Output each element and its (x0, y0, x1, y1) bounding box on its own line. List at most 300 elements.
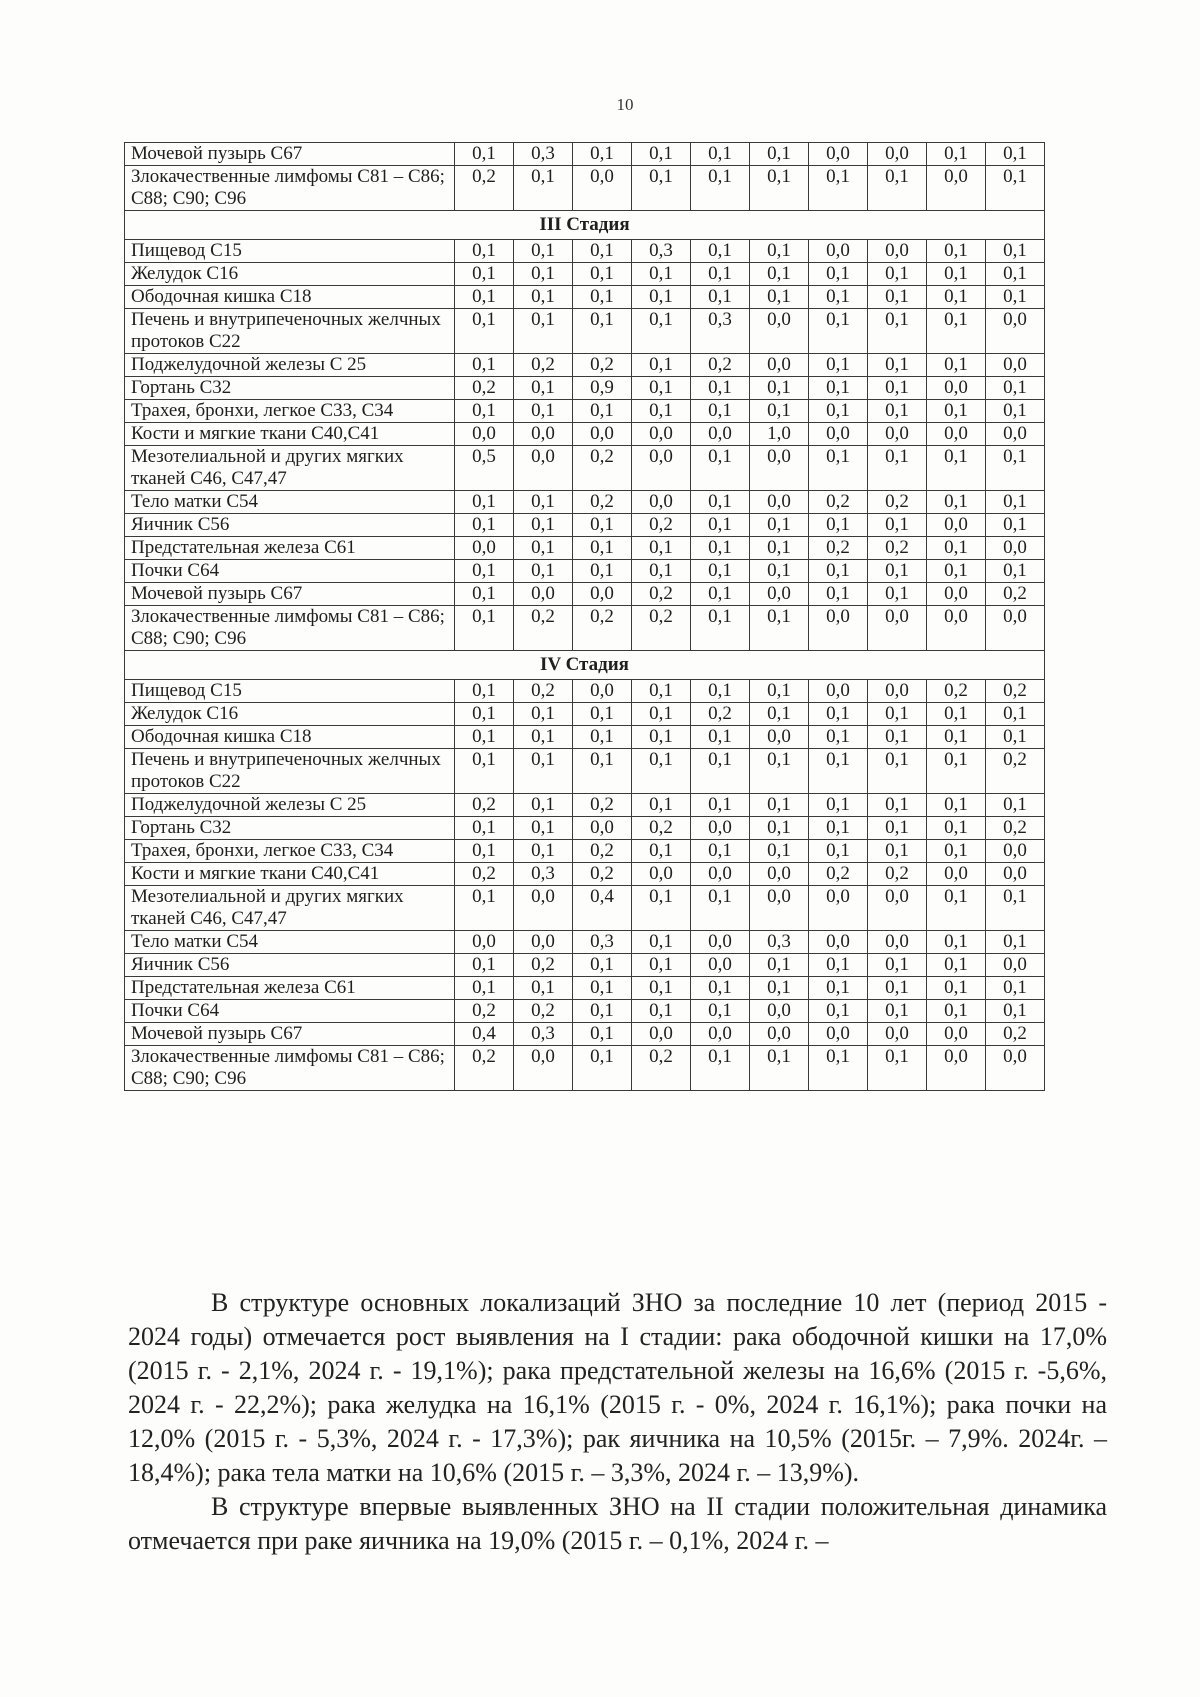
value-cell: 0,3 (514, 863, 573, 886)
value-cell: 0,1 (809, 749, 868, 794)
table-row (125, 583, 1045, 606)
value-cell: 0,1 (514, 491, 573, 514)
stage-title: IV Стадия (125, 651, 1045, 680)
value-cell: 0,1 (809, 514, 868, 537)
value-cell: 0,0 (750, 1023, 809, 1046)
value-cell: 0,1 (750, 560, 809, 583)
value-cell: 0,2 (455, 1046, 514, 1091)
localization-name: Поджелудочной железы С 25 (125, 354, 455, 377)
table-row (125, 1023, 1045, 1046)
localization-name: Почки С64 (125, 1000, 455, 1023)
value-cell: 0,1 (573, 726, 632, 749)
localization-name: Мочевой пузырь С67 (125, 583, 455, 606)
value-cell: 0,1 (632, 977, 691, 1000)
value-cell: 0,1 (691, 286, 750, 309)
value-cell: 0,9 (573, 377, 632, 400)
value-cell: 0,1 (691, 537, 750, 560)
value-cell: 0,0 (868, 143, 927, 166)
value-cell: 0,1 (868, 166, 927, 211)
value-cell: 0,1 (750, 377, 809, 400)
value-cell: 0,1 (455, 491, 514, 514)
value-cell: 0,1 (691, 514, 750, 537)
value-cell: 0,1 (691, 491, 750, 514)
value-cell: 0,1 (632, 680, 691, 703)
table-row (125, 423, 1045, 446)
value-cell: 0,1 (691, 560, 750, 583)
value-cell: 0,0 (691, 863, 750, 886)
value-cell: 0,1 (868, 749, 927, 794)
value-cell: 0,2 (573, 794, 632, 817)
value-cell: 0,1 (750, 840, 809, 863)
value-cell: 0,1 (750, 794, 809, 817)
table-row (125, 354, 1045, 377)
value-cell: 0,1 (927, 931, 986, 954)
table-row (125, 749, 1045, 794)
table-row (125, 931, 1045, 954)
value-cell: 0,2 (455, 863, 514, 886)
value-cell: 0,1 (573, 537, 632, 560)
value-cell: 0,3 (632, 240, 691, 263)
value-cell: 0,1 (986, 514, 1045, 537)
value-cell: 0,1 (691, 377, 750, 400)
value-cell: 0,1 (750, 143, 809, 166)
value-cell: 0,2 (809, 537, 868, 560)
table-row (125, 446, 1045, 491)
value-cell: 0,1 (455, 240, 514, 263)
value-cell: 0,1 (750, 606, 809, 651)
value-cell: 0,1 (514, 703, 573, 726)
value-cell: 0,1 (927, 1000, 986, 1023)
table-row (125, 377, 1045, 400)
value-cell: 0,2 (986, 583, 1045, 606)
value-cell: 0,1 (809, 377, 868, 400)
localization-name: Трахея, бронхи, легкое С33, С34 (125, 840, 455, 863)
value-cell: 0,1 (455, 286, 514, 309)
value-cell: 0,1 (927, 749, 986, 794)
value-cell: 0,1 (514, 726, 573, 749)
value-cell: 0,1 (927, 263, 986, 286)
value-cell: 0,1 (514, 749, 573, 794)
value-cell: 0,1 (750, 703, 809, 726)
value-cell: 0,0 (750, 583, 809, 606)
value-cell: 0,1 (632, 354, 691, 377)
paragraph: В структуре впервые выявленных ЗНО на II стадии положительная динамика отмечается при раке яичника на 19,0% (2015 г. – 0,1%, 2024 г. – (128, 1492, 1107, 1555)
value-cell: 0,1 (514, 263, 573, 286)
value-cell: 1,0 (750, 423, 809, 446)
table-row (125, 263, 1045, 286)
localization-name: Желудок С16 (125, 263, 455, 286)
value-cell: 0,0 (691, 954, 750, 977)
value-cell: 0,0 (514, 1046, 573, 1091)
value-cell: 0,1 (868, 377, 927, 400)
value-cell: 0,1 (868, 977, 927, 1000)
value-cell: 0,0 (927, 1023, 986, 1046)
value-cell: 0,2 (573, 354, 632, 377)
value-cell: 0,0 (927, 423, 986, 446)
value-cell: 0,1 (691, 240, 750, 263)
value-cell: 0,1 (455, 143, 514, 166)
value-cell: 0,1 (514, 840, 573, 863)
value-cell: 0,2 (573, 840, 632, 863)
value-cell: 0,2 (986, 1023, 1045, 1046)
table-row (125, 240, 1045, 263)
value-cell: 0,1 (691, 143, 750, 166)
value-cell: 0,0 (632, 446, 691, 491)
value-cell: 0,1 (986, 977, 1045, 1000)
value-cell: 0,1 (750, 680, 809, 703)
value-cell: 0,1 (455, 680, 514, 703)
value-cell: 0,1 (455, 817, 514, 840)
value-cell: 0,1 (691, 680, 750, 703)
value-cell: 0,1 (809, 400, 868, 423)
localization-name: Злокачественные лимфомы С81 – С86; С88; С90; С96 (125, 166, 455, 211)
table-row (125, 560, 1045, 583)
value-cell: 0,0 (927, 377, 986, 400)
value-cell: 0,1 (986, 377, 1045, 400)
value-cell: 0,1 (927, 143, 986, 166)
localization-name: Гортань С32 (125, 377, 455, 400)
value-cell: 0,0 (868, 680, 927, 703)
localization-name: Мочевой пузырь С67 (125, 143, 455, 166)
value-cell: 0,1 (868, 840, 927, 863)
stage-title: III Стадия (125, 211, 1045, 240)
value-cell: 0,1 (573, 143, 632, 166)
value-cell: 0,1 (927, 537, 986, 560)
table-row (125, 977, 1045, 1000)
value-cell: 0,1 (691, 166, 750, 211)
value-cell: 0,1 (927, 726, 986, 749)
value-cell: 0,0 (750, 886, 809, 931)
localization-name: Злокачественные лимфомы С81 – С86; С88; С90; С96 (125, 1046, 455, 1091)
value-cell: 0,1 (868, 583, 927, 606)
value-cell: 0,2 (455, 377, 514, 400)
value-cell: 0,1 (455, 354, 514, 377)
value-cell: 0,1 (927, 309, 986, 354)
value-cell: 0,1 (868, 817, 927, 840)
value-cell: 0,3 (691, 309, 750, 354)
value-cell: 0,1 (750, 1046, 809, 1091)
value-cell: 0,1 (573, 309, 632, 354)
value-cell: 0,1 (514, 400, 573, 423)
value-cell: 0,1 (927, 817, 986, 840)
value-cell: 0,0 (514, 886, 573, 931)
value-cell: 0,0 (573, 817, 632, 840)
table-row (125, 1046, 1045, 1091)
value-cell: 0,1 (927, 886, 986, 931)
localization-name: Поджелудочной железы С 25 (125, 794, 455, 817)
value-cell: 0,1 (691, 749, 750, 794)
value-cell: 0,1 (514, 817, 573, 840)
value-cell: 0,1 (455, 954, 514, 977)
value-cell: 0,1 (986, 931, 1045, 954)
value-cell: 0,0 (809, 606, 868, 651)
value-cell: 0,1 (455, 703, 514, 726)
value-cell: 0,4 (455, 1023, 514, 1046)
table-row (125, 286, 1045, 309)
value-cell: 0,1 (514, 286, 573, 309)
value-cell: 0,1 (750, 286, 809, 309)
value-cell: 0,0 (514, 583, 573, 606)
value-cell: 0,0 (927, 514, 986, 537)
value-cell: 0,2 (573, 446, 632, 491)
value-cell: 0,2 (514, 680, 573, 703)
value-cell: 0,0 (986, 309, 1045, 354)
value-cell: 0,2 (573, 863, 632, 886)
value-cell: 0,1 (986, 703, 1045, 726)
value-cell: 0,1 (927, 977, 986, 1000)
value-cell: 0,1 (455, 560, 514, 583)
stage-header-row (125, 211, 1045, 240)
localization-name: Гортань С32 (125, 817, 455, 840)
localization-name: Ободочная кишка С18 (125, 726, 455, 749)
table-row (125, 703, 1045, 726)
value-cell: 0,0 (750, 446, 809, 491)
localization-name: Пищевод С15 (125, 240, 455, 263)
value-cell: 0,2 (573, 606, 632, 651)
value-cell: 0,0 (809, 1023, 868, 1046)
table-row (125, 840, 1045, 863)
value-cell: 0,0 (750, 726, 809, 749)
value-cell: 0,0 (927, 606, 986, 651)
value-cell: 0,2 (632, 514, 691, 537)
value-cell: 0,1 (868, 309, 927, 354)
table-row (125, 537, 1045, 560)
value-cell: 0,3 (573, 931, 632, 954)
value-cell: 0,1 (927, 703, 986, 726)
localization-name: Трахея, бронхи, легкое С33, С34 (125, 400, 455, 423)
localization-name: Тело матки С54 (125, 931, 455, 954)
value-cell: 0,0 (809, 680, 868, 703)
statistics-table (124, 142, 1045, 1091)
table-row (125, 606, 1045, 651)
value-cell: 0,1 (809, 703, 868, 726)
value-cell: 0,2 (573, 491, 632, 514)
value-cell: 0,0 (455, 931, 514, 954)
value-cell: 0,1 (986, 794, 1045, 817)
value-cell: 0,1 (514, 377, 573, 400)
localization-name: Яичник С56 (125, 514, 455, 537)
value-cell: 0,2 (632, 583, 691, 606)
value-cell: 0,1 (514, 537, 573, 560)
localization-name: Мезотелиальной и других мягких тканей С46, С47,47 (125, 886, 455, 931)
value-cell: 0,0 (632, 491, 691, 514)
value-cell: 0,2 (691, 703, 750, 726)
value-cell: 0,2 (986, 749, 1045, 794)
value-cell: 0,0 (691, 1023, 750, 1046)
value-cell: 0,1 (632, 726, 691, 749)
value-cell: 0,0 (868, 886, 927, 931)
value-cell: 0,1 (750, 400, 809, 423)
value-cell: 0,1 (691, 400, 750, 423)
table-row (125, 954, 1045, 977)
value-cell: 0,1 (691, 726, 750, 749)
value-cell: 0,1 (986, 560, 1045, 583)
value-cell: 0,1 (986, 726, 1045, 749)
value-cell: 0,1 (927, 954, 986, 977)
value-cell: 0,2 (514, 1000, 573, 1023)
value-cell: 0,1 (455, 309, 514, 354)
value-cell: 0,1 (632, 166, 691, 211)
value-cell: 0,1 (455, 886, 514, 931)
value-cell: 0,1 (868, 400, 927, 423)
value-cell: 0,0 (573, 166, 632, 211)
value-cell: 0,1 (573, 560, 632, 583)
value-cell: 0,3 (514, 1023, 573, 1046)
value-cell: 0,1 (455, 726, 514, 749)
value-cell: 0,1 (868, 954, 927, 977)
value-cell: 0,2 (868, 491, 927, 514)
value-cell: 0,1 (868, 514, 927, 537)
value-cell: 0,1 (455, 749, 514, 794)
value-cell: 0,2 (455, 1000, 514, 1023)
value-cell: 0,1 (632, 537, 691, 560)
value-cell: 0,1 (691, 446, 750, 491)
value-cell: 0,1 (632, 560, 691, 583)
value-cell: 0,2 (455, 794, 514, 817)
value-cell: 0,1 (632, 931, 691, 954)
localization-name: Почки С64 (125, 560, 455, 583)
table-row (125, 514, 1045, 537)
value-cell: 0,1 (927, 560, 986, 583)
value-cell: 0,1 (750, 240, 809, 263)
value-cell: 0,0 (986, 863, 1045, 886)
value-cell: 0,1 (986, 886, 1045, 931)
value-cell: 0,1 (750, 749, 809, 794)
localization-name: Кости и мягкие ткани С40,С41 (125, 423, 455, 446)
value-cell: 0,1 (927, 286, 986, 309)
value-cell: 0,1 (868, 354, 927, 377)
localization-name: Тело матки С54 (125, 491, 455, 514)
localization-name: Мочевой пузырь С67 (125, 1023, 455, 1046)
value-cell: 0,0 (514, 931, 573, 954)
value-cell: 0,0 (986, 354, 1045, 377)
value-cell: 0,2 (809, 863, 868, 886)
value-cell: 0,1 (809, 446, 868, 491)
value-cell: 0,1 (809, 286, 868, 309)
value-cell: 0,0 (927, 166, 986, 211)
value-cell: 0,1 (809, 1000, 868, 1023)
value-cell: 0,1 (573, 514, 632, 537)
value-cell: 0,1 (632, 954, 691, 977)
value-cell: 0,0 (927, 863, 986, 886)
value-cell: 0,1 (809, 166, 868, 211)
value-cell: 0,1 (809, 817, 868, 840)
value-cell: 0,2 (986, 817, 1045, 840)
value-cell: 0,1 (986, 400, 1045, 423)
value-cell: 0,1 (455, 583, 514, 606)
table-row (125, 1000, 1045, 1023)
value-cell: 0,1 (986, 491, 1045, 514)
value-cell: 0,1 (868, 703, 927, 726)
table-row (125, 817, 1045, 840)
value-cell: 0,0 (868, 1023, 927, 1046)
value-cell: 0,1 (868, 794, 927, 817)
value-cell: 0,1 (868, 560, 927, 583)
paragraph: В структуре основных локализаций ЗНО за последние 10 лет (период 2015 - 2024 годы) отмечается рост выявления на I стадии: рака ободочной кишки на 17,0% (2015 г. - 2,1%, 2024 г. - 19,1%); рака предстательной железы на 16,6% (2015 г. -5,6%, 2024 г. - 22,2%); рака желудка на 16,1% (2015 г. - 0%, 2024 г. 16,1%); рака почки на 12,0% (2015 г. - 5,3%, 2024 г. - 17,3%); рак яичника на 10,5% (2015г. – 7,9%. 2024г. – 18,4%); рака тела матки на 10,6% (2015 г. – 3,3%, 2024 г. – 13,9%). (128, 1288, 1107, 1487)
value-cell: 0,1 (986, 446, 1045, 491)
localization-name: Печень и внутрипеченочных желчных протоков С22 (125, 309, 455, 354)
value-cell: 0,0 (691, 817, 750, 840)
value-cell: 0,1 (750, 263, 809, 286)
value-cell: 0,2 (514, 606, 573, 651)
value-cell: 0,1 (927, 446, 986, 491)
localization-name: Мезотелиальной и других мягких тканей С46, С47,47 (125, 446, 455, 491)
value-cell: 0,1 (750, 537, 809, 560)
value-cell: 0,2 (514, 954, 573, 977)
value-cell: 0,0 (868, 931, 927, 954)
value-cell: 0,1 (868, 446, 927, 491)
value-cell: 0,1 (691, 977, 750, 1000)
value-cell: 0,5 (455, 446, 514, 491)
value-cell: 0,1 (986, 263, 1045, 286)
localization-name: Печень и внутрипеченочных желчных протоков С22 (125, 749, 455, 794)
value-cell: 0,1 (632, 840, 691, 863)
value-cell: 0,2 (514, 354, 573, 377)
value-cell: 0,1 (691, 886, 750, 931)
value-cell: 0,2 (927, 680, 986, 703)
value-cell: 0,1 (691, 606, 750, 651)
value-cell: 0,1 (691, 1046, 750, 1091)
value-cell: 0,1 (809, 840, 868, 863)
value-cell: 0,1 (632, 309, 691, 354)
value-cell: 0,1 (514, 166, 573, 211)
value-cell: 0,0 (750, 354, 809, 377)
value-cell: 0,1 (809, 309, 868, 354)
value-cell: 0,1 (573, 1046, 632, 1091)
table-row (125, 680, 1045, 703)
value-cell: 0,0 (809, 143, 868, 166)
value-cell: 0,1 (927, 794, 986, 817)
value-cell: 0,0 (927, 1046, 986, 1091)
value-cell: 0,1 (514, 240, 573, 263)
table-row (125, 726, 1045, 749)
value-cell: 0,1 (750, 514, 809, 537)
value-cell: 0,1 (632, 377, 691, 400)
value-cell: 0,0 (986, 606, 1045, 651)
value-cell: 0,1 (809, 583, 868, 606)
value-cell: 0,1 (632, 286, 691, 309)
value-cell: 0,1 (632, 1000, 691, 1023)
value-cell: 0,1 (455, 606, 514, 651)
value-cell: 0,1 (750, 817, 809, 840)
value-cell: 0,0 (809, 423, 868, 446)
value-cell: 0,1 (632, 400, 691, 423)
value-cell: 0,0 (691, 931, 750, 954)
value-cell: 0,0 (750, 491, 809, 514)
stage-header-row (125, 651, 1045, 680)
value-cell: 0,3 (750, 931, 809, 954)
value-cell: 0,0 (927, 583, 986, 606)
value-cell: 0,1 (986, 143, 1045, 166)
value-cell: 0,1 (927, 354, 986, 377)
value-cell: 0,1 (514, 560, 573, 583)
value-cell: 0,1 (750, 977, 809, 1000)
value-cell: 0,0 (809, 886, 868, 931)
value-cell: 0,1 (455, 977, 514, 1000)
value-cell: 0,2 (868, 863, 927, 886)
value-cell: 0,0 (455, 423, 514, 446)
table-row (125, 400, 1045, 423)
value-cell: 0,0 (632, 863, 691, 886)
value-cell: 0,0 (986, 1046, 1045, 1091)
localization-name: Яичник С56 (125, 954, 455, 977)
page-number: 10 (616, 95, 634, 114)
value-cell: 0,1 (809, 560, 868, 583)
value-cell: 0,1 (691, 840, 750, 863)
value-cell: 0,1 (809, 977, 868, 1000)
value-cell: 0,2 (632, 606, 691, 651)
value-cell: 0,1 (809, 1046, 868, 1091)
